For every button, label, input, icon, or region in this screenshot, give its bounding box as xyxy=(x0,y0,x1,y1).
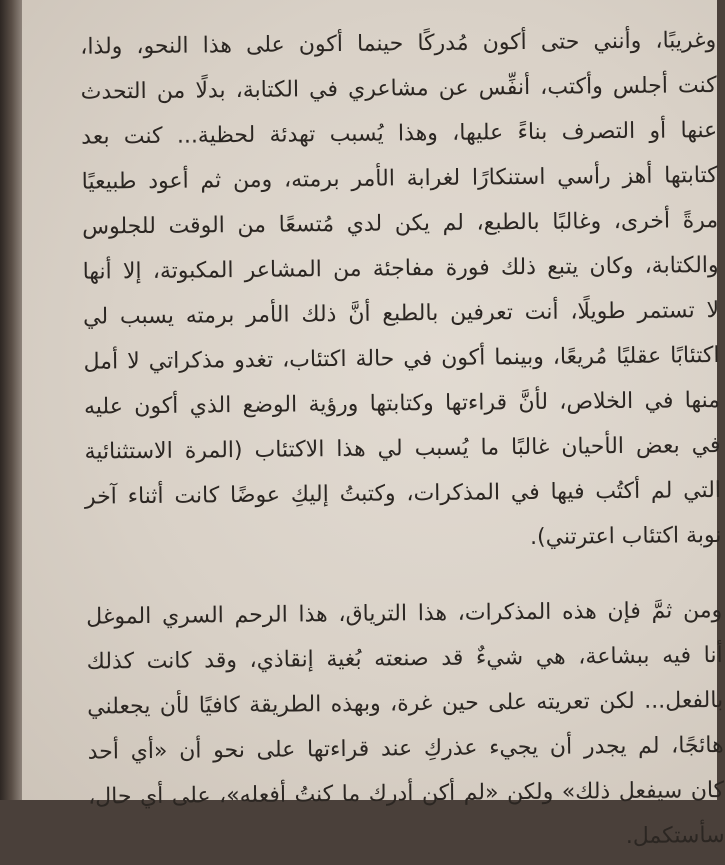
text-line: مرةً أخرى، وغالبًا بالطبع، لم يكن لدي مُتسعًا من الوقت للجلوس xyxy=(82,207,719,240)
text-line: كنت أجلس وأكتب، أنفِّس عن مشاعري في الكتابة، بدلًا من التحدث xyxy=(80,72,717,105)
text-line: عنها أو التصرف بناءً عليها، وهذا يُسبب تهدئة لحظية... كنت بعد xyxy=(81,117,718,150)
arabic-text-block xyxy=(80,18,725,865)
text-line: والكتابة، وكان يتبع ذلك فورة مفاجئة من المشاعر المكبوتة، إلا أنها xyxy=(82,252,719,285)
text-line: منها في الخلاص، لأنَّ قراءتها وكتابتها ورؤية الوضع الذي أكون عليه xyxy=(83,387,721,420)
text-line: ومن ثمَّ فإن هذه المذكرات، هذا الترياق، هذا الرحم السري الموغل xyxy=(86,597,723,630)
text-line: اكتئابًا عقليًا مُريعًا، وبينما أكون في حالة اكتئاب، تغدو مذكراتي لا أمل xyxy=(83,342,720,375)
text-line: هائجًا، لم يجدر أن يجيء عذركِ عند قراءتها على نحو أن «أي أحد xyxy=(87,732,724,765)
text-line: في بعض الأحيان غالبًا ما يُسبب لي هذا الاكتئاب (المرة الاستثنائية xyxy=(84,432,721,465)
paragraph-1 xyxy=(80,18,722,565)
text-line: التي لم أكتُب فيها في المذكرات، وكتبتُ إليكِ عوضًا كانت أثناء آخر xyxy=(84,477,722,510)
paragraph-2 xyxy=(86,588,725,865)
text-line: نوبة اكتئاب اعترتني). xyxy=(529,522,722,550)
text-line: وغريبًا، وأنني حتى أكون مُدركًا حينما أكون على هذا النحو، ولذا، xyxy=(80,27,717,60)
text-line: كان سيفعل ذلك» ولكن «لم أكن أدرك ما كنتُ أفعله»، على أي حال، xyxy=(87,777,725,810)
text-line: بالفعل... لكن تعريته على حين غرة، وبهذه الطريقة كافيًا لأن يجعلني xyxy=(87,687,724,720)
text-line: سأستكمل. xyxy=(625,822,725,849)
book-page xyxy=(22,0,725,849)
text-line: لا تستمر طويلًا، أنت تعرفين بالطبع أنَّ ذلك الأمر برمته يسبب لي xyxy=(82,297,720,330)
text-line: أنا فيه ببشاعة، هي شيءٌ قد صنعته بُغية إنقاذي، وقد كانت كذلك xyxy=(86,642,723,675)
text-line: كتابتها أهز رأسي استنكارًا لغرابة الأمر برمته، ومن ثم أعود طبيعيًا xyxy=(81,162,718,195)
